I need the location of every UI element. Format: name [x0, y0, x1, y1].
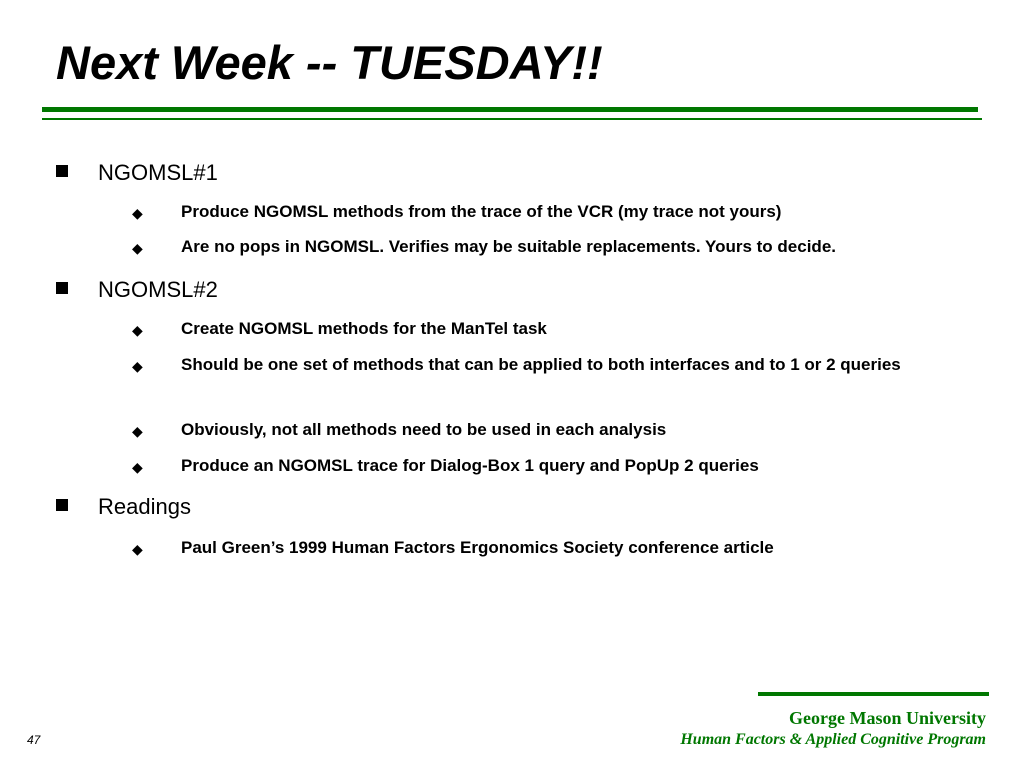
square-bullet-icon	[56, 282, 68, 294]
bullet-item-readings	[0, 492, 1000, 526]
sub-bullet-text: Should be one set of methods that can be applied to both interfaces and to 1 or 2 queries	[181, 355, 901, 374]
sub-bullet-text: Produce an NGOMSL trace for Dialog-Box 1 query and PopUp 2 queries	[181, 456, 759, 475]
bullet-item-ngomsl2	[0, 275, 1000, 309]
bullet-heading: NGOMSL#1	[98, 160, 218, 185]
diamond-bullet-icon: ◆	[132, 460, 143, 476]
square-bullet-icon	[56, 499, 68, 511]
sub-bullet-text: Paul Green’s 1999 Human Factors Ergonomics Society conference article	[181, 538, 774, 557]
sub-bullet-text: Create NGOMSL methods for the ManTel task	[181, 319, 547, 338]
bullet-heading: Readings	[98, 494, 191, 519]
sub-bullet-text: Are no pops in NGOMSL. Verifies may be suitable replacements. Yours to decide.	[181, 237, 836, 256]
sub-bullet-text: Obviously, not all methods need to be used in each analysis	[181, 420, 667, 439]
slide-title: Next Week -- TUESDAY!!	[56, 36, 603, 89]
square-bullet-icon	[56, 165, 68, 177]
page-number: 47	[27, 733, 41, 747]
footer-rule	[758, 692, 989, 696]
title-underline-thin	[42, 118, 982, 120]
diamond-bullet-icon: ◆	[132, 359, 143, 375]
footer-university: George Mason University	[789, 708, 986, 728]
diamond-bullet-icon: ◆	[132, 241, 143, 257]
diamond-bullet-icon: ◆	[132, 206, 143, 222]
bullet-heading: NGOMSL#2	[98, 277, 218, 302]
title-underline-thick	[42, 107, 978, 112]
diamond-bullet-icon: ◆	[132, 542, 143, 558]
diamond-bullet-icon: ◆	[132, 323, 143, 339]
sub-bullet-text: Produce NGOMSL methods from the trace of the VCR (my trace not yours)	[181, 202, 782, 221]
bullet-item-ngomsl1	[0, 158, 1000, 192]
footer-program: Human Factors & Applied Cognitive Program	[680, 731, 986, 748]
diamond-bullet-icon: ◆	[132, 424, 143, 440]
